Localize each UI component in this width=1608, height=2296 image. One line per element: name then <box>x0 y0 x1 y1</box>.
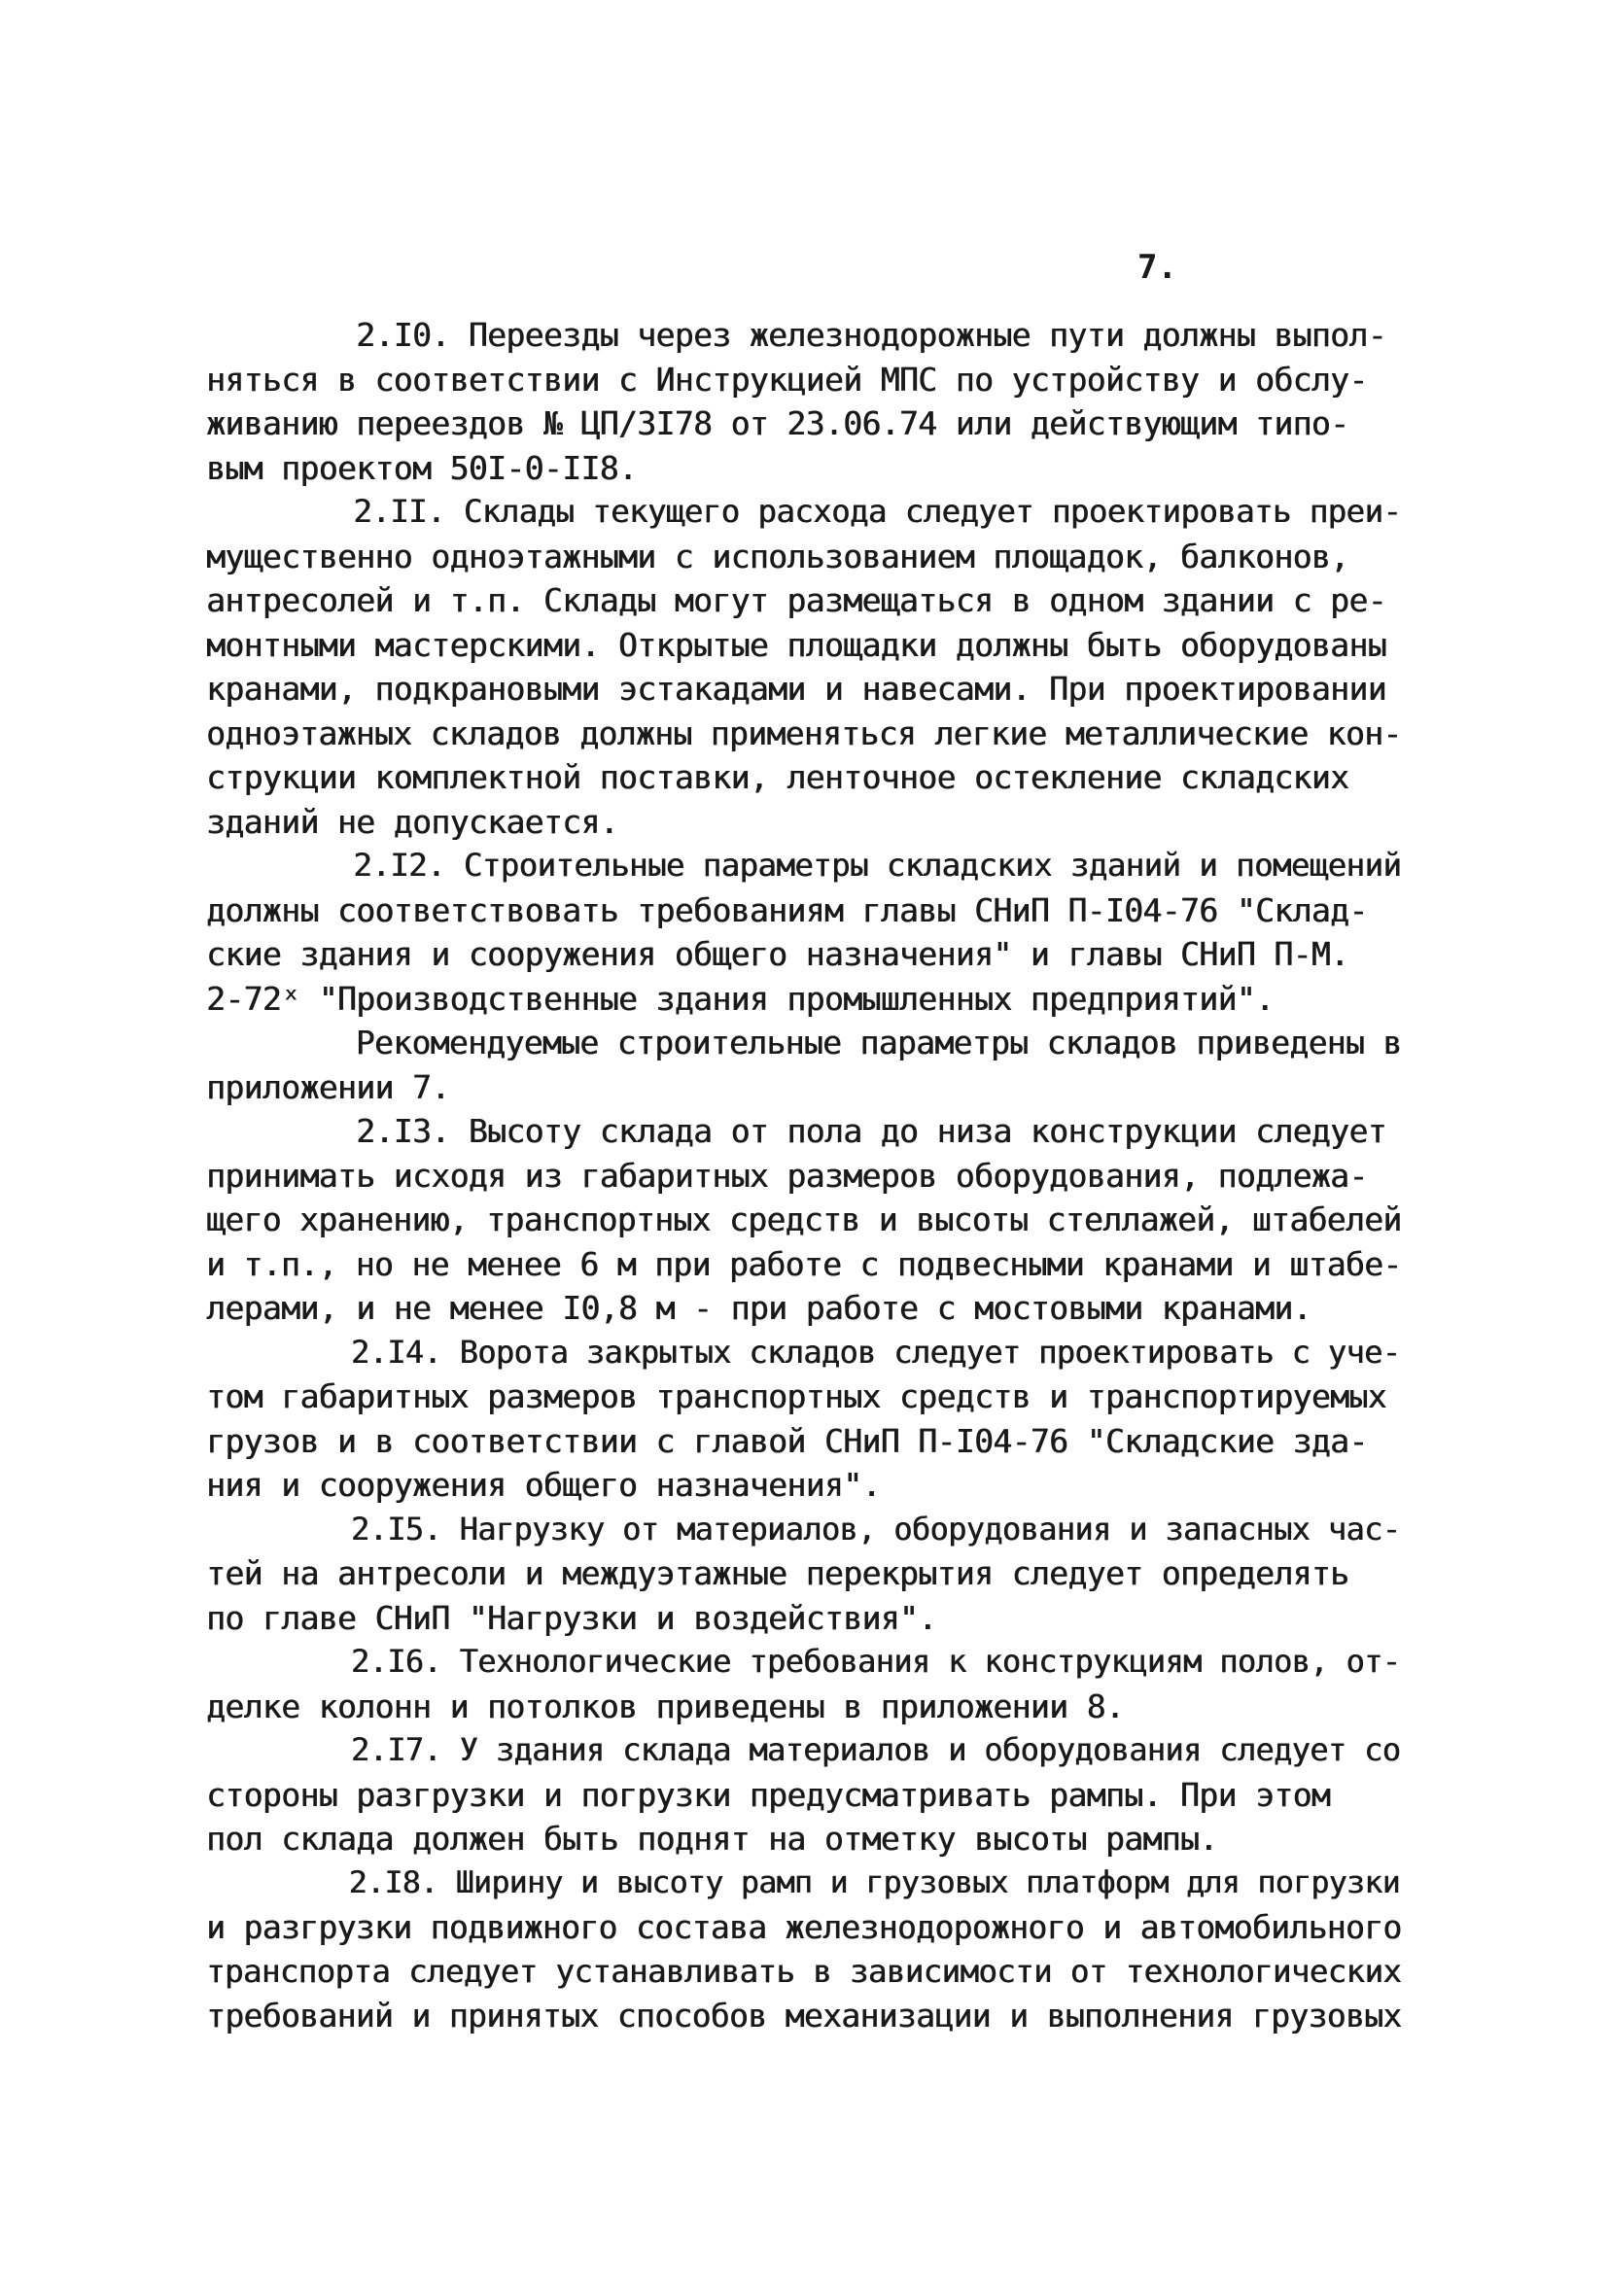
text-line: пол склада должен быть поднят на отметку высоты рампы. <box>206 1820 1218 1858</box>
text-line: 2.I6. Технологические требования к конструкциям полов, от- <box>206 1643 1401 1680</box>
text-line: щего хранению, транспортных средств и высоты стеллажей, штабелей <box>206 1200 1402 1238</box>
text-line: 2.I8. Ширину и высоту рамп и грузовых платформ для погрузки <box>206 1864 1400 1900</box>
text-line: лерами, и не менее I0,8 м - при работе с мостовыми кранами. <box>206 1289 1311 1327</box>
text-line: 2.I7. У здания склада материалов и оборудования следует со <box>206 1731 1401 1768</box>
text-line: делке колонн и потолков приведены в приложении 8. <box>206 1687 1125 1725</box>
text-line: и разгрузки подвижного состава железнодорожного и автомобильного <box>206 1908 1402 1946</box>
text-line: струкции комплектной поставки, ленточное остекление складских <box>206 758 1349 796</box>
text-line: зданий не допускается. <box>206 802 618 841</box>
text-line: живанию переездов № ЦП/3I78 от 23.06.74 или действующим типо- <box>206 404 1349 442</box>
text-line: тей на антресоли и междуэтажные перекрытия следует определять <box>206 1554 1349 1592</box>
text-line: 2.I0. Переезды через железнодорожные пути должны выпол- <box>206 316 1386 354</box>
text-line: одноэтажных складов должны применяться легкие металлические кон- <box>206 713 1402 752</box>
page-number: 7. <box>1137 248 1177 287</box>
text-line: няться в соответствии с Инструкцией МПС по устройству и обслу- <box>206 360 1368 399</box>
text-line: кранами, подкрановыми эстакадами и навесами. При проектировании <box>206 670 1386 708</box>
text-line: транспорта следует устанавливать в зависимости от технологических <box>206 1952 1402 1990</box>
text-line: 2.II. Склады текущего расхода следует проектировать преи- <box>206 493 1402 530</box>
text-line: ния и сооружения общего назначения". <box>206 1466 881 1504</box>
text-line: монтными мастерскими. Открытые площадки должны быть оборудованы <box>206 625 1386 664</box>
text-line: антресолей и т.п. Склады могут размещаться в одном здании с ре- <box>206 581 1386 619</box>
text-line: должны соответствовать требованиям главы СНиП П-I04-76 "Склад- <box>206 890 1368 929</box>
text-line: требований и принятых способов механизации и выполнения грузовых <box>206 1997 1402 2035</box>
text-line: грузов и в соответствии с главой СНиП П-I04-76 "Складские зда- <box>206 1421 1368 1460</box>
document-body <box>206 313 1402 2038</box>
text-line: 2.I2. Строительные параметры складских зданий и помещений <box>206 847 1402 884</box>
text-line: принимать исходя из габаритных размеров оборудования, подлежа- <box>206 1156 1368 1195</box>
text-line: и т.п., но не менее 6 м при работе с подвесными кранами и штабе- <box>206 1244 1402 1283</box>
text-line: 2.I5. Нагрузку от материалов, оборудования и запасных час- <box>206 1510 1401 1548</box>
text-line: мущественно одноэтажными с использованием площадок, балконов, <box>206 537 1349 575</box>
text-line: приложении 7. <box>206 1067 450 1106</box>
text-line: 2-72ˣ "Производственные здания промышленных предприятий". <box>206 979 1275 1018</box>
text-line: 2.I3. Высоту склада от пола до низа конструкции следует <box>206 1112 1386 1150</box>
text-line: ские здания и сооружения общего назначения" и главы СНиП П-М. <box>206 935 1349 973</box>
text-line: по главе СНиП "Нагрузки и воздействия". <box>206 1598 937 1637</box>
text-line: 2.I4. Ворота закрытых складов следует проектировать с уче- <box>206 1333 1401 1371</box>
text-line: вым проектом 50I-0-II8. <box>206 448 638 487</box>
text-line: том габаритных размеров транспортных средств и транспортируемых <box>206 1377 1386 1415</box>
text-line: Рекомендуемые строительные параметры складов приведены в <box>206 1024 1402 1061</box>
text-line: стороны разгрузки и погрузки предусматривать рампы. При этом <box>206 1775 1331 1814</box>
